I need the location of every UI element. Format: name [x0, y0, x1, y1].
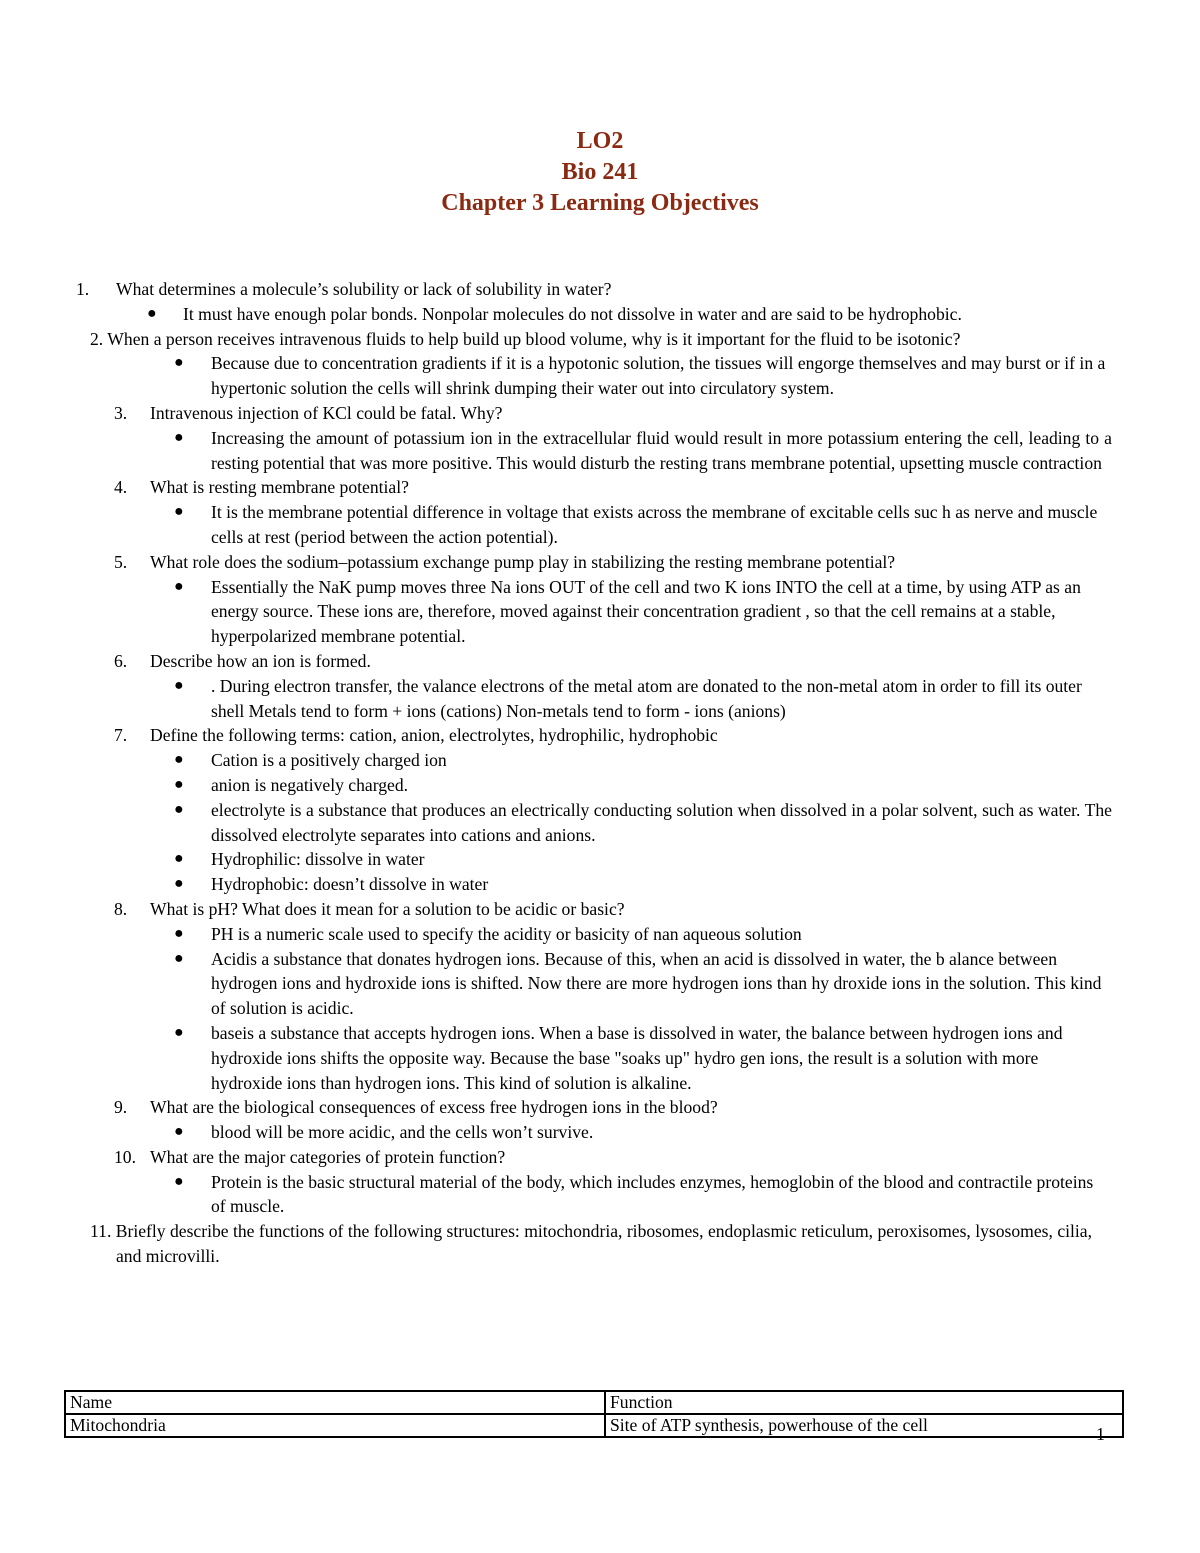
question-number: 11.: [90, 1221, 112, 1242]
question-item: [76, 1219, 1112, 1269]
question-item: [76, 897, 1112, 922]
answer-bullet: [76, 773, 1112, 798]
question-item: [76, 723, 1112, 748]
bullet-icon: ●: [174, 800, 184, 818]
page-number: 1: [1096, 1424, 1105, 1444]
document-title: [0, 126, 1200, 219]
answer-bullet: [76, 674, 1112, 724]
title-line-lo2: LO2: [576, 128, 624, 154]
table-row: [65, 1414, 1123, 1437]
bullet-icon: ●: [174, 751, 184, 769]
bullet-icon: ●: [174, 1023, 184, 1041]
question-number: 2.: [90, 328, 104, 349]
answer-bullet: [76, 426, 1112, 476]
answer-bullet: [76, 847, 1112, 872]
answer-bullet: [76, 500, 1112, 550]
answer-text: electrolyte is a substance that produces an electrically conducting solution when dissolved in a polar solvent, such as water. The dissolved electrolyte separates into cations and anions.: [211, 799, 1112, 845]
question-item: [76, 1145, 1112, 1170]
answer-text: It is the membrane potential difference in voltage that exists across the membrane of excitable cells suc h as nerve and muscle cells at rest (period between the action potential).: [211, 502, 1098, 547]
answer-bullet: [76, 922, 1112, 947]
answer-text: Essentially the NaK pump moves three Na ions OUT of the cell and two K ions INTO the cell at a time, by using ATP as an energy source. These ions are, therefore, moved against their concentration gradient , so that the cell remains at a stable, hyperpolarized membrane potential.: [211, 576, 1081, 647]
question-text: Define the following terms: cation, anion, electrolytes, hydrophilic, hydrophobic: [150, 725, 718, 746]
answer-text: It must have enough polar bonds. Nonpolar molecules do not dissolve in water and are said to be hydrophobic.: [183, 303, 962, 324]
answer-continuation: hypertonic solution the cells will shrink dumping their water out into circulatory system.: [211, 378, 834, 399]
answer-bullet: [76, 1021, 1112, 1095]
answer-bullet: [76, 748, 1112, 773]
answer-text: Increasing the amount of potassium ion in the extracellular fluid would result in more potassium entering the cell, leading to a resting potential that was more positive. This would disturb the resting trans membrane potential, upsetting muscle contraction: [211, 427, 1112, 473]
answer-text: Hydrophilic: dissolve in water: [211, 849, 425, 870]
question-text: Intravenous injection of KCl could be fatal. Why?: [150, 402, 503, 423]
answer-bullet: [76, 302, 1112, 327]
bullet-icon: ●: [174, 676, 184, 694]
bullet-icon: ●: [174, 875, 184, 893]
question-number: 4.: [114, 477, 128, 498]
bullet-icon: ●: [174, 1123, 184, 1141]
question-text: Describe how an ion is formed.: [150, 650, 371, 671]
answer-text: Hydrophobic: doesn’t dissolve in water: [211, 874, 489, 895]
title-line-course: Bio 241: [561, 159, 639, 185]
question-number: 10.: [114, 1146, 136, 1167]
answer-text: Acidis a substance that donates hydrogen ions. Because of this, when an acid is dissolved in water, the b alance between hydrogen ions and hydroxide ions is shifted. Now there are more hydrogen ions than hy droxide ions in the solution. This kind of solution is acidic.: [211, 948, 1102, 1019]
title-line-chapter: Chapter 3 Learning Objectives: [441, 190, 759, 216]
question-item: [76, 401, 1112, 426]
bullet-icon: ●: [174, 775, 184, 793]
answer-bullet: [76, 798, 1112, 848]
table-cell-function: Site of ATP synthesis, powerhouse of the cell: [605, 1414, 1123, 1437]
bullet-icon: ●: [174, 850, 184, 868]
answer-text: blood will be more acidic, and the cells won’t survive.: [211, 1122, 594, 1143]
question-number: 6.: [114, 650, 128, 671]
bullet-icon: ●: [174, 428, 184, 446]
question-item: [76, 649, 1112, 674]
question-item: [76, 327, 1112, 352]
answer-text: . During electron transfer, the valance electrons of the metal atom are donated to the non-metal atom in order to fill its outer shell Metals tend to form + ions (cations) Non-metals tend to form - ions (anions): [211, 675, 1082, 721]
question-text: What are the biological consequences of excess free hydrogen ions in the blood?: [150, 1097, 718, 1118]
table-header-row: [65, 1391, 1123, 1414]
structures-table: [64, 1390, 1124, 1438]
table-cell-name: Mitochondria: [65, 1414, 605, 1437]
answer-bullet: [76, 1170, 1112, 1220]
question-text: What is pH? What does it mean for a solution to be acidic or basic?: [150, 898, 625, 919]
bullet-icon: ●: [174, 924, 184, 942]
question-text: When a person receives intravenous fluids to help build up blood volume, why is it important for the fluid to be isotonic?: [107, 328, 961, 349]
question-text: What is resting membrane potential?: [150, 477, 409, 498]
bullet-icon: ●: [147, 304, 157, 322]
bullet-icon: ●: [174, 354, 184, 372]
bullet-icon: ●: [174, 577, 184, 595]
question-item: [76, 475, 1112, 500]
objectives-list: [76, 277, 1112, 1269]
answer-bullet: [76, 575, 1112, 649]
bullet-icon: ●: [174, 503, 184, 521]
question-number: 7.: [114, 725, 128, 746]
answer-text: anion is negatively charged.: [211, 774, 409, 795]
question-number: 3.: [114, 402, 128, 423]
answer-bullet: [76, 947, 1112, 1021]
answer-text: Because due to concentration gradients if it is a hypotonic solution, the tissues will engorge themselves and may burst or if in a: [211, 353, 1106, 374]
question-item: [76, 1095, 1112, 1120]
question-text: What determines a molecule’s solubility or lack of solubility in water?: [116, 279, 612, 299]
question-number: 5.: [114, 551, 128, 572]
question-text: What role does the sodium–potassium exchange pump play in stabilizing the resting membrane potential?: [150, 551, 896, 572]
table-header-name: Name: [65, 1391, 605, 1414]
question-text: What are the major categories of protein function?: [150, 1146, 506, 1167]
answer-text: baseis a substance that accepts hydrogen ions. When a base is dissolved in water, the balance between hydrogen ions and hydroxide ions shifts the opposite way. Because the base "soaks up" hydro gen ions, the result is a solution with more hydroxide ions than hydrogen ions. This kind of solution is alkaline.: [211, 1022, 1063, 1093]
question-item: [76, 277, 1112, 302]
answer-text: Cation is a positively charged ion: [211, 750, 447, 771]
bullet-icon: ●: [174, 1172, 184, 1190]
answer-text: PH is a numeric scale used to specify the acidity or basicity of nan aqueous solution: [211, 923, 802, 944]
question-text: Briefly describe the functions of the following structures: mitochondria, ribosomes, endoplasmic reticulum, peroxisomes, lysosomes, cilia, and microvilli.: [115, 1221, 1092, 1267]
question-item: [76, 550, 1112, 575]
question-number: 9.: [114, 1097, 128, 1118]
question-number: 8.: [114, 898, 128, 919]
bullet-icon: ●: [174, 949, 184, 967]
table-header-function: Function: [605, 1391, 1123, 1414]
answer-bullet: [76, 872, 1112, 897]
answer-bullet: [76, 351, 1112, 376]
answer-text: Protein is the basic structural material of the body, which includes enzymes, hemoglobin of the blood and contractile proteins of muscle.: [211, 1171, 1094, 1217]
question-number: 1.: [76, 279, 90, 299]
answer-bullet: [76, 1120, 1112, 1145]
